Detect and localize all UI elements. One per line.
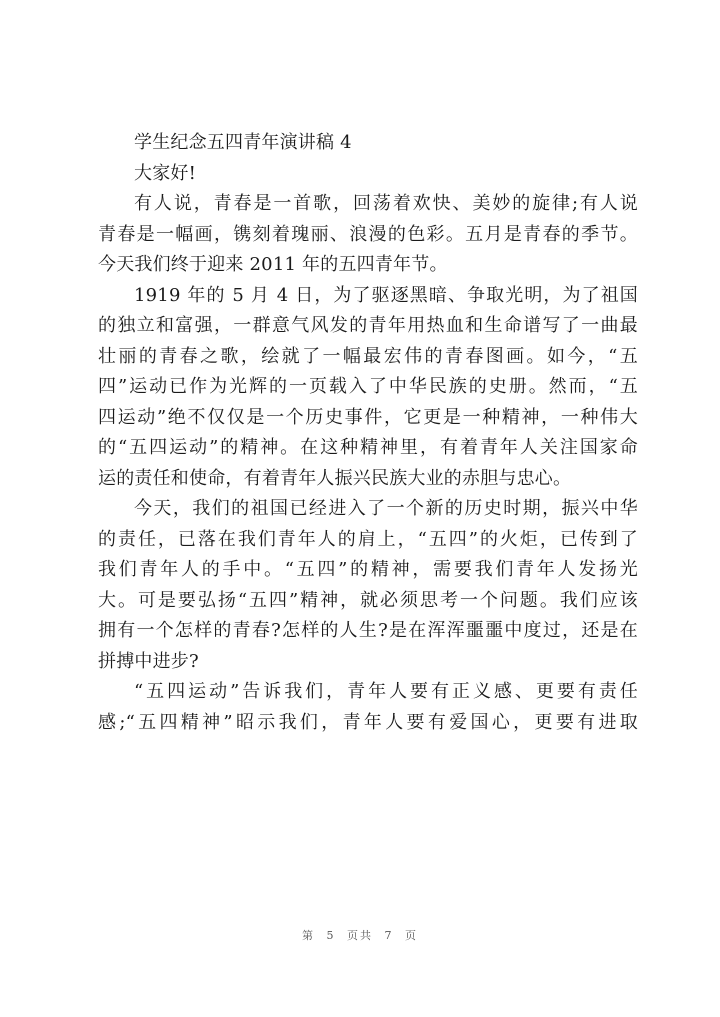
page-number-footer: 第 5 页共 7 页 — [302, 929, 418, 942]
text-line: 四运动”绝不仅仅是一个历史事件，它更是一种精神，一种伟大 — [98, 406, 638, 428]
document-title: 学生纪念五四青年演讲稿 4 — [134, 132, 352, 153]
text-line: 感;“五四精神”昭示我们，青年人要有爱国心，更要有进取 — [98, 711, 638, 733]
text-line: 壮丽的青春之歌，绘就了一幅最宏伟的青春图画。如今，“五 — [98, 345, 638, 367]
text-line: 拼搏中进步? — [98, 650, 199, 672]
text-line: 大。可是要弘扬“五四”精神，就必须思考一个问题。我们应该 — [98, 589, 638, 611]
text-line: 运的责任和使命，有着青年人振兴民族大业的赤胆与忠心。 — [98, 467, 572, 489]
text-line: 青春是一幅画，镌刻着瑰丽、浪漫的色彩。五月是青春的季节。 — [98, 223, 638, 245]
text-line: 的责任，已落在我们青年人的肩上，“五四”的火炬，已传到了 — [98, 528, 638, 550]
text-line: 今天，我们的祖国已经进入了一个新的历史时期，振兴中华 — [134, 498, 638, 519]
text-line: 有人说，青春是一首歌，回荡着欢快、美妙的旋律;有人说 — [134, 193, 638, 214]
text-line: 今天我们终于迎来 2011 年的五四青年节。 — [98, 254, 448, 275]
paragraph-lines — [98, 189, 638, 738]
text-line: 的独立和富强，一群意气风发的青年用热血和生命谱写了一曲最 — [98, 315, 638, 336]
text-line: 1919 年的 5 月 4 日，为了驱逐黑暗、争取光明，为了祖国 — [134, 284, 638, 306]
text-line: 的“五四运动”的精神。在这种精神里，有着青年人关注国家命 — [98, 437, 638, 458]
greeting-line: 大家好! — [134, 162, 197, 184]
text-line: 四”运动已作为光辉的一页载入了中华民族的史册。然而，“五 — [98, 376, 638, 397]
document-body — [98, 128, 638, 738]
text-line: “五四运动”告诉我们，青年人要有正义感、更要有责任 — [134, 681, 638, 702]
text-line: 我们青年人的手中。“五四”的精神，需要我们青年人发扬光 — [98, 559, 638, 580]
text-line: 拥有一个怎样的青春?怎样的人生?是在浑浑噩噩中度过，还是在 — [98, 620, 638, 641]
